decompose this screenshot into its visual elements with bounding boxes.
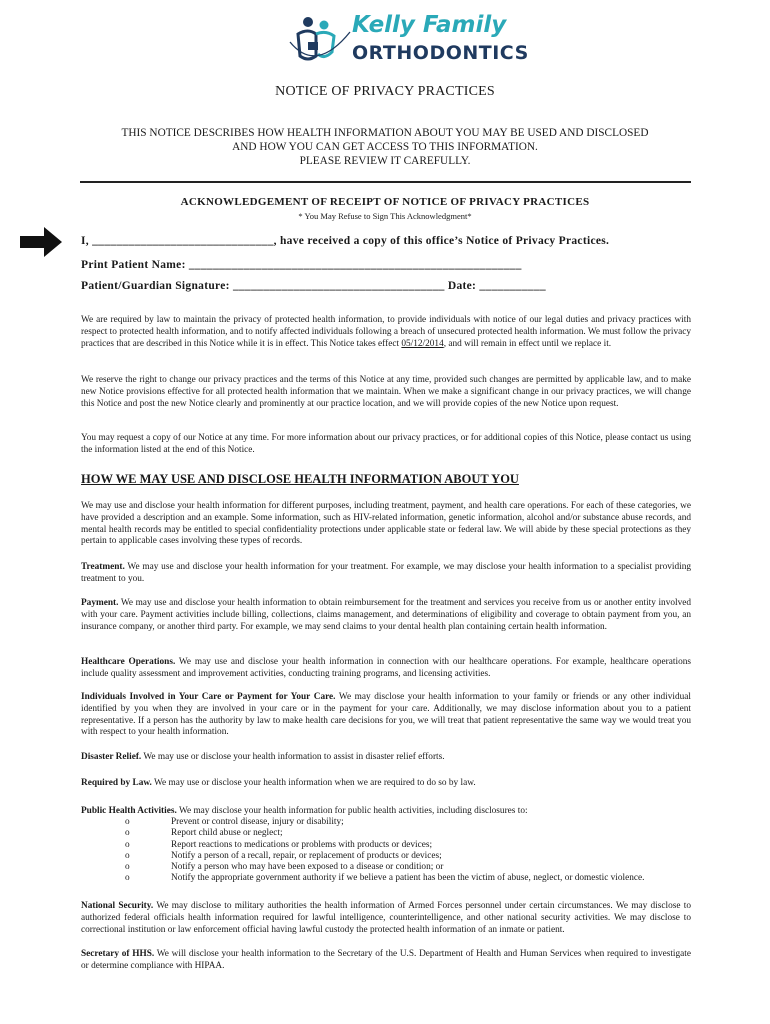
national-security-label: National Security.	[81, 901, 154, 911]
list-item	[125, 873, 644, 884]
disaster-paragraph	[81, 752, 691, 764]
logo-brand-top: Kelly Family	[352, 12, 507, 38]
required-label: Required by Law.	[81, 778, 152, 788]
public-health-label: Public Health Activities.	[81, 806, 177, 816]
document-title: NOTICE OF PRIVACY PRACTICES	[275, 84, 495, 99]
operations-text: We may use and disclose your health information in connection with our healthcare operations. For example, healthcare operations include quality assessment and improvement activities, conducting training programs, and licensing activities.	[81, 657, 691, 679]
list-item	[125, 840, 644, 851]
intro-p1-text: We are required by law to maintain the privacy of protected health information, to provide individuals with notice of our legal duties and privacy practices with respect to protected health information, and to notify affected individuals following a breach of unsecured protected health information. We must follow the privacy practices that are described in this Notice while it is in effect. This Notice takes effect	[81, 315, 691, 349]
acknowledgement-note: * You May Refuse to Sign This Acknowledgment*	[298, 211, 472, 221]
required-paragraph	[81, 778, 691, 790]
individuals-text: We may disclose your health information to your family or friends or any other individual identified by you when they are involved in your care or in the payment for your care. Additionally, we may disclose information about you to a patient representative. If a person has the authority by law to make health care decisions for you, we will treat that patient representative the same way we would treat you with respect to your health information.	[81, 692, 691, 738]
individuals-label: Individuals Involved in Your Care or Payment for Your Care.	[81, 692, 336, 702]
list-marker: o	[125, 817, 130, 827]
intro-paragraph-2: We reserve the right to change our privacy practices and the terms of this Notice at any time, provided such changes are permitted by applicable law, and to make new Notice provisions effective for all protected health information that we maintain. When we make a significant change in our privacy practices, we will change this Notice and post the new Notice clearly and prominently at our practice location, and we will provide copies of the new Notice upon request.	[81, 375, 691, 409]
list-item	[125, 828, 644, 839]
divider-rule	[80, 181, 691, 183]
treatment-text: We may use and disclose your health information for your treatment. For example, we may disclose your health information to a specialist providing treatment to you.	[81, 562, 691, 584]
list-item-text: Notify a person who may have been exposed to a disease or condition; or	[171, 862, 444, 873]
print-patient-name-field[interactable]: Print Patient Name: _______________________________________________________	[81, 259, 522, 271]
list-item-text: Notify the appropriate government authority if we believe a patient has been the victim of abuse, neglect, or domestic violence.	[171, 873, 645, 884]
acknowledgement-heading: ACKNOWLEDGEMENT OF RECEIPT OF NOTICE OF PRIVACY PRACTICES	[180, 196, 590, 208]
payment-paragraph	[81, 598, 691, 633]
secretary-hhs-paragraph	[81, 949, 691, 973]
secretary-hhs-label: Secretary of HHS.	[81, 949, 155, 959]
intro-p1-text-end: , and will remain in effect until we replace it.	[443, 338, 612, 349]
list-marker: o	[125, 828, 130, 839]
operations-label: Healthcare Operations.	[81, 657, 176, 667]
disaster-label: Disaster Relief.	[81, 752, 142, 762]
list-marker: o	[125, 839, 130, 850]
list-item	[125, 851, 644, 862]
national-security-text: We may disclose to military authorities the health information of Armed Forces personnel under certain circumstances. We may disclose to authorized federal officials health information required for lawful intelligence, counterintelligence, and other national security activities. We may disclose to correctional institution or law enforcement official having lawful custody the protected health information of an inmate or patient.	[81, 901, 691, 935]
intro-paragraph-1	[81, 315, 691, 350]
public-health-text: We may disclose your health information for public health activities, including disclosures to:	[176, 806, 528, 816]
subtitle-line-1: THIS NOTICE DESCRIBES HOW HEALTH INFORMATION ABOUT YOU MAY BE USED AND DISCLOSED	[121, 127, 649, 139]
list-item-text: Notify a person of a recall, repair, or replacement of products or devices;	[171, 850, 442, 861]
practice-logo	[286, 12, 529, 70]
logo-brand-bottom: ORTHODONTICS	[352, 42, 529, 64]
treatment-label: Treatment.	[81, 562, 125, 572]
list-marker: o	[125, 862, 130, 873]
signature-date-field[interactable]: Patient/Guardian Signature: ___________________________________ Date: ___________	[81, 280, 546, 292]
operations-paragraph	[81, 657, 691, 681]
acknowledgement-receipt-line[interactable]: I, ______________________________, have received a copy of this office’s Notice of Privacy Practices.	[81, 235, 610, 247]
subtitle-line-2: AND HOW YOU CAN GET ACCESS TO THIS INFORMATION.	[232, 141, 538, 153]
list-item	[125, 817, 644, 828]
secretary-hhs-text: We will disclose your health information to the Secretary of the U.S. Department of Health and Human Services when required to investigate or determine compliance with HIPAA.	[81, 949, 691, 971]
intro-paragraph-3: You may request a copy of our Notice at any time. For more information about our privacy practices, or for additional copies of this Notice, please contact us using the information listed at the end of this Notice.	[81, 433, 691, 455]
list-item-text: Report child abuse or neglect;	[171, 828, 283, 839]
list-marker: o	[125, 873, 130, 884]
list-item-text: Report reactions to medications or problems with products or devices;	[171, 839, 433, 850]
list-marker: o	[125, 850, 130, 861]
required-text: We may use or disclose your health information when we are required to do so by law.	[151, 778, 476, 788]
individuals-paragraph	[81, 692, 691, 739]
treatment-paragraph	[81, 562, 691, 586]
effective-date: 05/12/2014	[401, 338, 444, 349]
list-item	[125, 862, 644, 873]
section-intro-paragraph: We may use and disclose your health information for different purposes, including treatment, payment, and health care operations. For each of these categories, we have provided a description and an example. Some information, such as HIV-related information, genetic information, alcohol and/or substance abuse records, and mental health records may be entitled to special confidentiality protections under applicable state or federal law. We will abide by these special protections as they pertain to applicable cases involving these types of records.	[81, 501, 691, 547]
national-security-paragraph	[81, 901, 691, 936]
right-arrow-icon	[20, 225, 62, 259]
payment-text: We may use and disclose your health information to obtain reimbursement for the treatment and services you receive from us or another entity involved with your care. Payment activities include billing, collections, claims management, and determinations of eligibility and coverage to obtain payment from you, an insurance company, or another third party. For example, we may send claims to your dental health plan containing certain health information.	[81, 598, 691, 632]
subtitle-line-3: PLEASE REVIEW IT CAREFULLY.	[299, 155, 471, 167]
list-item-text: Prevent or control disease, injury or disability;	[171, 817, 344, 827]
section-heading: HOW WE MAY USE AND DISCLOSE HEALTH INFORMATION ABOUT YOU	[81, 472, 519, 486]
payment-label: Payment.	[81, 598, 119, 608]
public-health-list	[125, 817, 644, 885]
disaster-text: We may use or disclose your health information to assist in disaster relief efforts.	[141, 752, 445, 762]
